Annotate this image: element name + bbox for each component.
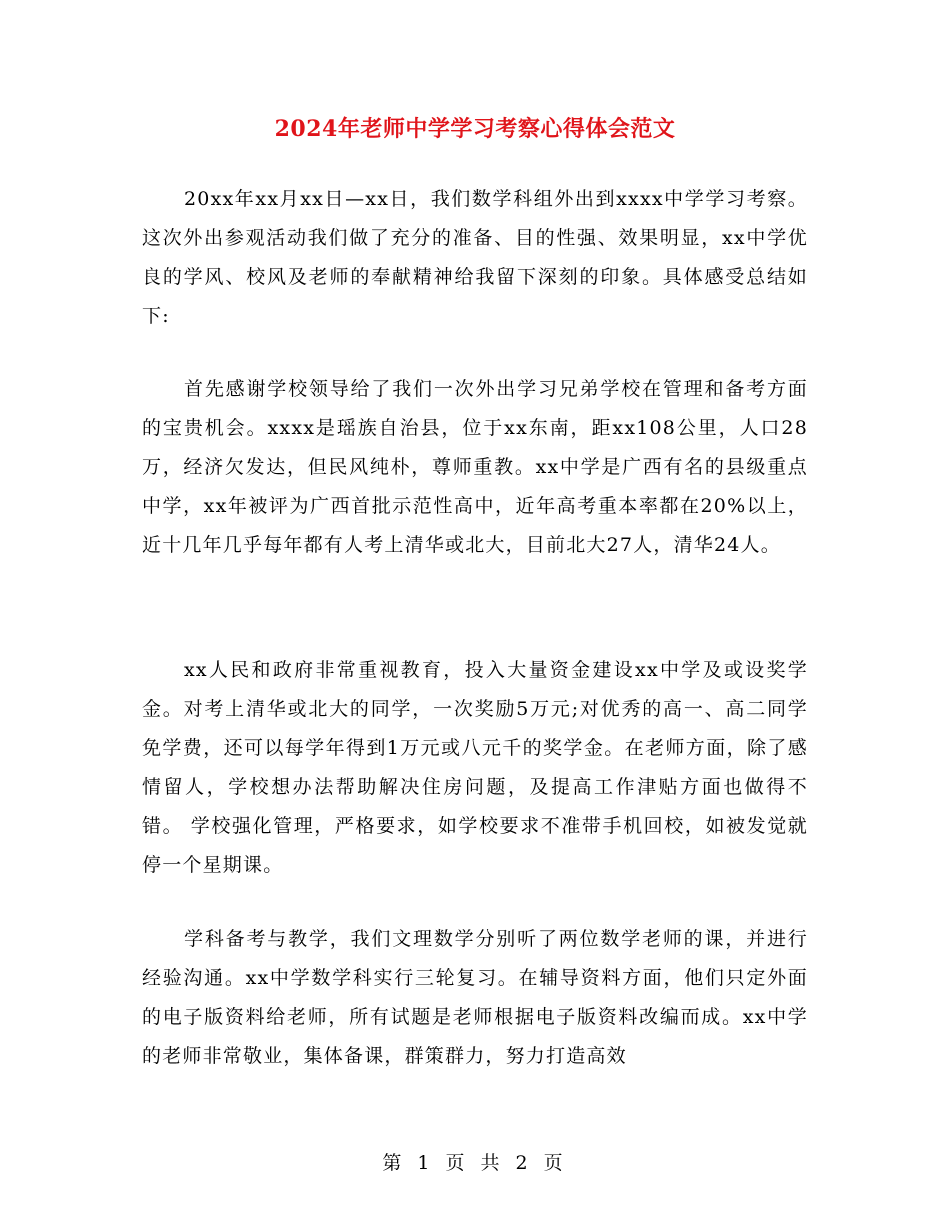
paragraph-3: xx人民和政府非常重视教育，投入大量资金建设xx中学及或设奖学金。对考上清华或北大的同学，一次奖励5万元;对优秀的高一、高二同学免学费，还可以每学年得到1万元或八元千的奖学金。在老师方面，除了感情留人，学校想办法帮助解决住房问题，及提高工作津贴方面也做得不错。 学校强化管理，严格要求，如学校要求不准带手机回校，如被发觉就停一个星期课。	[142, 659, 808, 876]
paragraph-4: 学科备考与教学，我们文理数学分别听了两位数学老师的课，并进行经验沟通。xx中学数学科实行三轮复习。在辅导资料方面，他们只定外面的电子版资料给老师，所有试题是老师根据电子版资料改编而成。xx中学的老师非常敬业，集体备课，群策群力，努力打造高效	[142, 928, 808, 1067]
paragraph-2: 首先感谢学校领导给了我们一次外出学习兄弟学校在管理和备考方面的宝贵机会。xxxx是瑶族自治县，位于xx东南，距xx108公里，人口28万，经济欠发达，但民风纯朴，尊师重教。xx中学是广西有名的县级重点中学，xx年被评为广西首批示范性高中，近年高考重本率都在20%以上，近十几年几乎每年都有人考上清华或北大，目前北大27人，清华24人。	[142, 378, 808, 556]
document-title: 2024年老师中学学习考察心得体会范文	[274, 116, 676, 142]
page-number-footer: 第 1 页 共 2 页	[382, 1152, 568, 1174]
paragraph-1: 20xx年xx月xx日—xx日，我们数学科组外出到xxxx中学学习考察。这次外出参观活动我们做了充分的准备、目的性强、效果明显，xx中学优良的学风、校风及老师的奉献精神给我留下深刻的印象。具体感受总结如下:	[142, 188, 808, 327]
